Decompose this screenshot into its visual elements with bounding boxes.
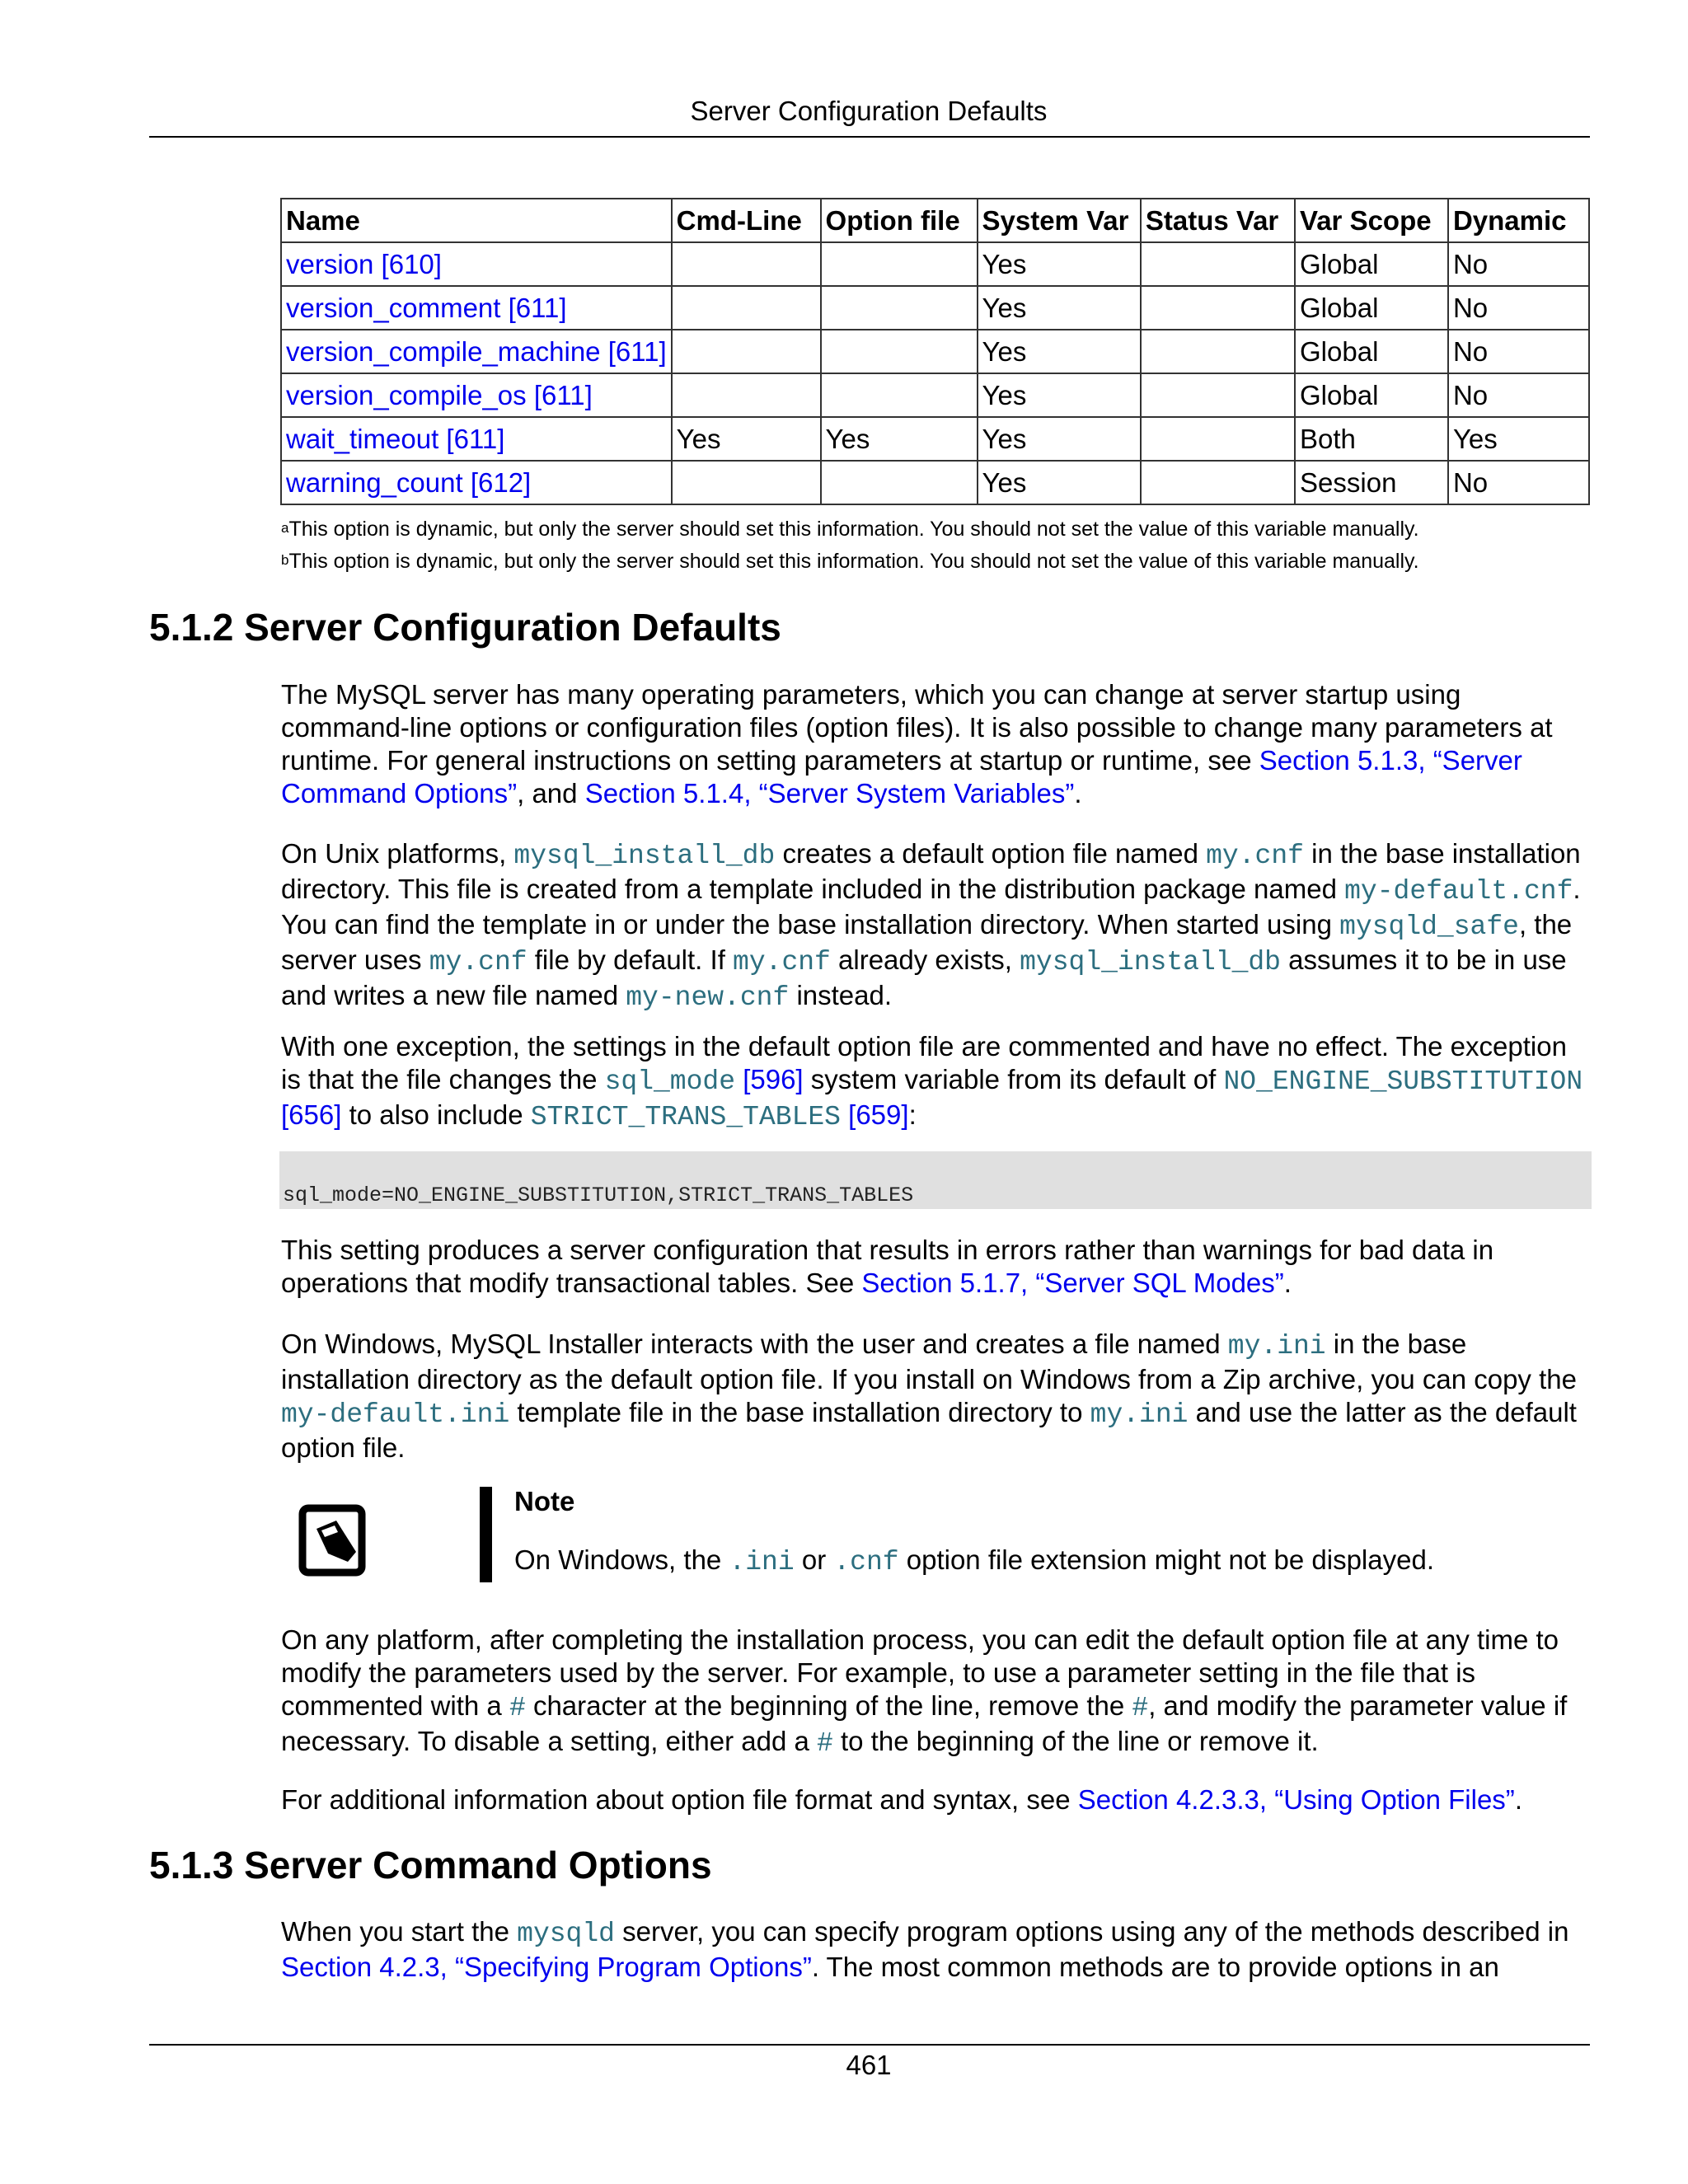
header-rule xyxy=(149,136,1590,138)
table-cell: Yes xyxy=(978,330,1141,373)
table-cell xyxy=(1141,461,1295,504)
code-hash: # xyxy=(817,1728,833,1759)
code-my-default-ini: my-default.ini xyxy=(281,1399,510,1430)
table-cell xyxy=(1141,417,1295,461)
section-heading-5-1-3: 5.1.3 Server Command Options xyxy=(149,1844,712,1886)
table-row xyxy=(281,286,1589,330)
table-cell: Global xyxy=(1295,330,1448,373)
table-cell: No xyxy=(1448,242,1589,286)
link-ref-659[interactable]: [659] xyxy=(840,1099,909,1130)
paragraph-windows-installer: On Windows, MySQL Installer interacts with the user and creates a file named my.ini in the base installation directory as the default option file. If you install on Windows from a Zip archive, you can copy the my-default.ini template file in the base installation directory to my.ini and use the latter as the default option file. xyxy=(281,1329,1577,1463)
note-text: On Windows, the .ini or .cnf option file extension might not be displayed. xyxy=(514,1544,1434,1577)
page-number: 461 xyxy=(846,2050,892,2080)
link-sql-mode[interactable]: sql_mode xyxy=(604,1066,736,1097)
paragraph-mysqld-start: When you start the mysqld server, you can specify program options using any of the methods described in Section 4.2.3, “Specifying Program Options”. The most common methods are to provide options in an xyxy=(281,1916,1569,1982)
table-cell: Global xyxy=(1295,286,1448,330)
link-no-engine-substitution[interactable]: NO_ENGINE_SUBSTITUTION xyxy=(1223,1066,1583,1097)
code-hash: # xyxy=(509,1693,526,1723)
note-title: Note xyxy=(514,1486,575,1516)
table-row xyxy=(281,242,1589,286)
variable-link-version-compile-machine[interactable]: version_compile_machine [611] xyxy=(281,330,672,373)
table-cell xyxy=(821,242,978,286)
table-row xyxy=(281,461,1589,504)
code-hash: # xyxy=(1132,1693,1149,1723)
table-cell: Yes xyxy=(978,417,1141,461)
link-specifying-program-options[interactable]: Section 4.2.3, “Specifying Program Options” xyxy=(281,1952,812,1982)
table-cell xyxy=(1141,286,1295,330)
paragraph-any-platform: On any platform, after completing the installation process, you can edit the default option file at any time to modify the parameters used by the server. For example, to use a parameter setting in the file that is commented with a # character at the beginning of the line, remove the #, and modify the parameter value if necessary. To disable a setting, either add a # to the beginning of the line or remove it. xyxy=(281,1624,1568,1759)
paragraph-intro: The MySQL server has many operating parameters, which you can change at server startup using command-line options or configuration files (option files). It is also possible to change many parameters at runtime. For general instructions on setting parameters at startup or runtime, see Section 5.1.3, “Server Command Options”, and Section 5.1.4, “Server System Variables”. xyxy=(281,679,1553,808)
code-mysqld-safe: mysqld_safe xyxy=(1339,912,1519,942)
variables-table xyxy=(280,198,1590,505)
table-footnote-a xyxy=(281,518,1419,541)
code-my-cnf: my.cnf xyxy=(733,947,831,977)
table-cell: Yes xyxy=(978,286,1141,330)
code-cnf-extension: .cnf xyxy=(833,1547,899,1577)
column-header-name: Name xyxy=(281,199,672,242)
note-bar xyxy=(480,1487,492,1582)
table-cell: Yes xyxy=(821,417,978,461)
variable-link-version-compile-os[interactable]: version_compile_os [611] xyxy=(281,373,672,417)
footnote-text: This option is dynamic, but only the server should set this information. You should not set the value of this variable manually. xyxy=(288,550,1419,573)
table-cell xyxy=(1141,373,1295,417)
column-header-status-var: Status Var xyxy=(1141,199,1295,242)
code-mysql-install-db: mysql_install_db xyxy=(1020,947,1281,977)
code-my-ini: my.ini xyxy=(1090,1399,1189,1430)
table-cell: No xyxy=(1448,373,1589,417)
table-row xyxy=(281,330,1589,373)
table-header-row xyxy=(281,199,1589,242)
code-ini-extension: .ini xyxy=(729,1547,795,1577)
link-ref-656[interactable]: [656] xyxy=(281,1099,342,1130)
section-heading-5-1-2: 5.1.2 Server Configuration Defaults xyxy=(149,606,781,649)
column-header-dynamic: Dynamic xyxy=(1448,199,1589,242)
footnote-text: This option is dynamic, but only the server should set this information. You should not set the value of this variable manually. xyxy=(288,518,1419,541)
table-cell: Both xyxy=(1295,417,1448,461)
paragraph-unix-platforms: On Unix platforms, mysql_install_db creates a default option file named my.cnf in the base installation directory. This file is created from a template included in the distribution package named my-default.cnf. You can find the template in or under the base installation directory. When started using mysqld_safe, the server uses my.cnf file by default. If my.cnf already exists, mysql_install_db assumes it to be in use and writes a new file named my-new.cnf instead. xyxy=(281,838,1581,1013)
table-cell xyxy=(672,242,821,286)
table-cell: Yes xyxy=(978,373,1141,417)
table-cell xyxy=(672,373,821,417)
column-header-cmd-line: Cmd-Line xyxy=(672,199,821,242)
code-block-text: sql_mode=NO_ENGINE_SUBSTITUTION,STRICT_TRANS_TABLES xyxy=(283,1183,914,1207)
link-server-system-variables[interactable]: Section 5.1.4, “Server System Variables” xyxy=(584,778,1075,808)
footnote-mark: b xyxy=(281,552,289,568)
variable-link-version[interactable]: version [610] xyxy=(281,242,672,286)
table-cell: Yes xyxy=(1448,417,1589,461)
table-cell xyxy=(821,286,978,330)
table-cell xyxy=(1141,242,1295,286)
table-cell: No xyxy=(1448,286,1589,330)
code-mysqld: mysqld xyxy=(517,1919,615,1949)
variable-link-warning-count[interactable]: warning_count [612] xyxy=(281,461,672,504)
link-using-option-files[interactable]: Section 4.2.3.3, “Using Option Files” xyxy=(1077,1784,1515,1815)
paragraph-server-configuration: This setting produces a server configuration that results in errors rather than warnings for bad data in operations that modify transactional tables. See Section 5.1.7, “Server SQL Modes”. xyxy=(281,1235,1494,1298)
table-cell xyxy=(672,286,821,330)
table-cell: Yes xyxy=(978,242,1141,286)
column-header-option-file: Option file xyxy=(821,199,978,242)
table-cell xyxy=(821,461,978,504)
table-cell: Global xyxy=(1295,242,1448,286)
table-cell: Global xyxy=(1295,373,1448,417)
link-ref-596[interactable]: [596] xyxy=(735,1064,804,1094)
table-cell: No xyxy=(1448,461,1589,504)
link-server-sql-modes[interactable]: Section 5.1.7, “Server SQL Modes” xyxy=(861,1268,1284,1298)
table-row xyxy=(281,373,1589,417)
table-cell: Yes xyxy=(978,461,1141,504)
column-header-system-var: System Var xyxy=(978,199,1141,242)
table-cell xyxy=(1141,330,1295,373)
code-my-ini: my.ini xyxy=(1227,1331,1326,1361)
paragraph-additional-info: For additional information about option file format and syntax, see Section 4.2.3.3, “Using Option Files”. xyxy=(281,1784,1522,1815)
variable-link-version-comment[interactable]: version_comment [611] xyxy=(281,286,672,330)
code-my-default-cnf: my-default.cnf xyxy=(1344,876,1573,907)
note-icon xyxy=(298,1504,366,1577)
variable-link-wait-timeout[interactable]: wait_timeout [611] xyxy=(281,417,672,461)
code-my-cnf: my.cnf xyxy=(429,947,528,977)
table-cell: No xyxy=(1448,330,1589,373)
paragraph-default-exception: With one exception, the settings in the default option file are commented and have no effect. The exception is that the file changes the sql_mode [596] system variable from its default of NO_ENGINE_SUBSTITUTION [656] to also include STRICT_TRANS_TABLES [659]: xyxy=(281,1031,1583,1132)
column-header-var-scope: Var Scope xyxy=(1295,199,1448,242)
table-cell: Yes xyxy=(672,417,821,461)
footnote-mark: a xyxy=(281,520,289,536)
table-footnote-b xyxy=(281,550,1419,574)
link-strict-trans-tables[interactable]: STRICT_TRANS_TABLES xyxy=(530,1102,841,1132)
table-cell: Session xyxy=(1295,461,1448,504)
table-cell xyxy=(821,373,978,417)
footer-rule xyxy=(149,2044,1590,2046)
page-header-title: Server Configuration Defaults xyxy=(690,96,1048,126)
link-server-command-options[interactable]: Section 5.1.3, “Server Command Options” xyxy=(281,745,1522,808)
code-mysql-install-db: mysql_install_db xyxy=(513,841,776,871)
code-my-new-cnf: my-new.cnf xyxy=(626,982,790,1013)
table-row xyxy=(281,417,1589,461)
table-cell xyxy=(821,330,978,373)
code-my-cnf: my.cnf xyxy=(1206,841,1304,871)
table-cell xyxy=(672,330,821,373)
table-cell xyxy=(672,461,821,504)
code-block xyxy=(279,1151,1592,1209)
